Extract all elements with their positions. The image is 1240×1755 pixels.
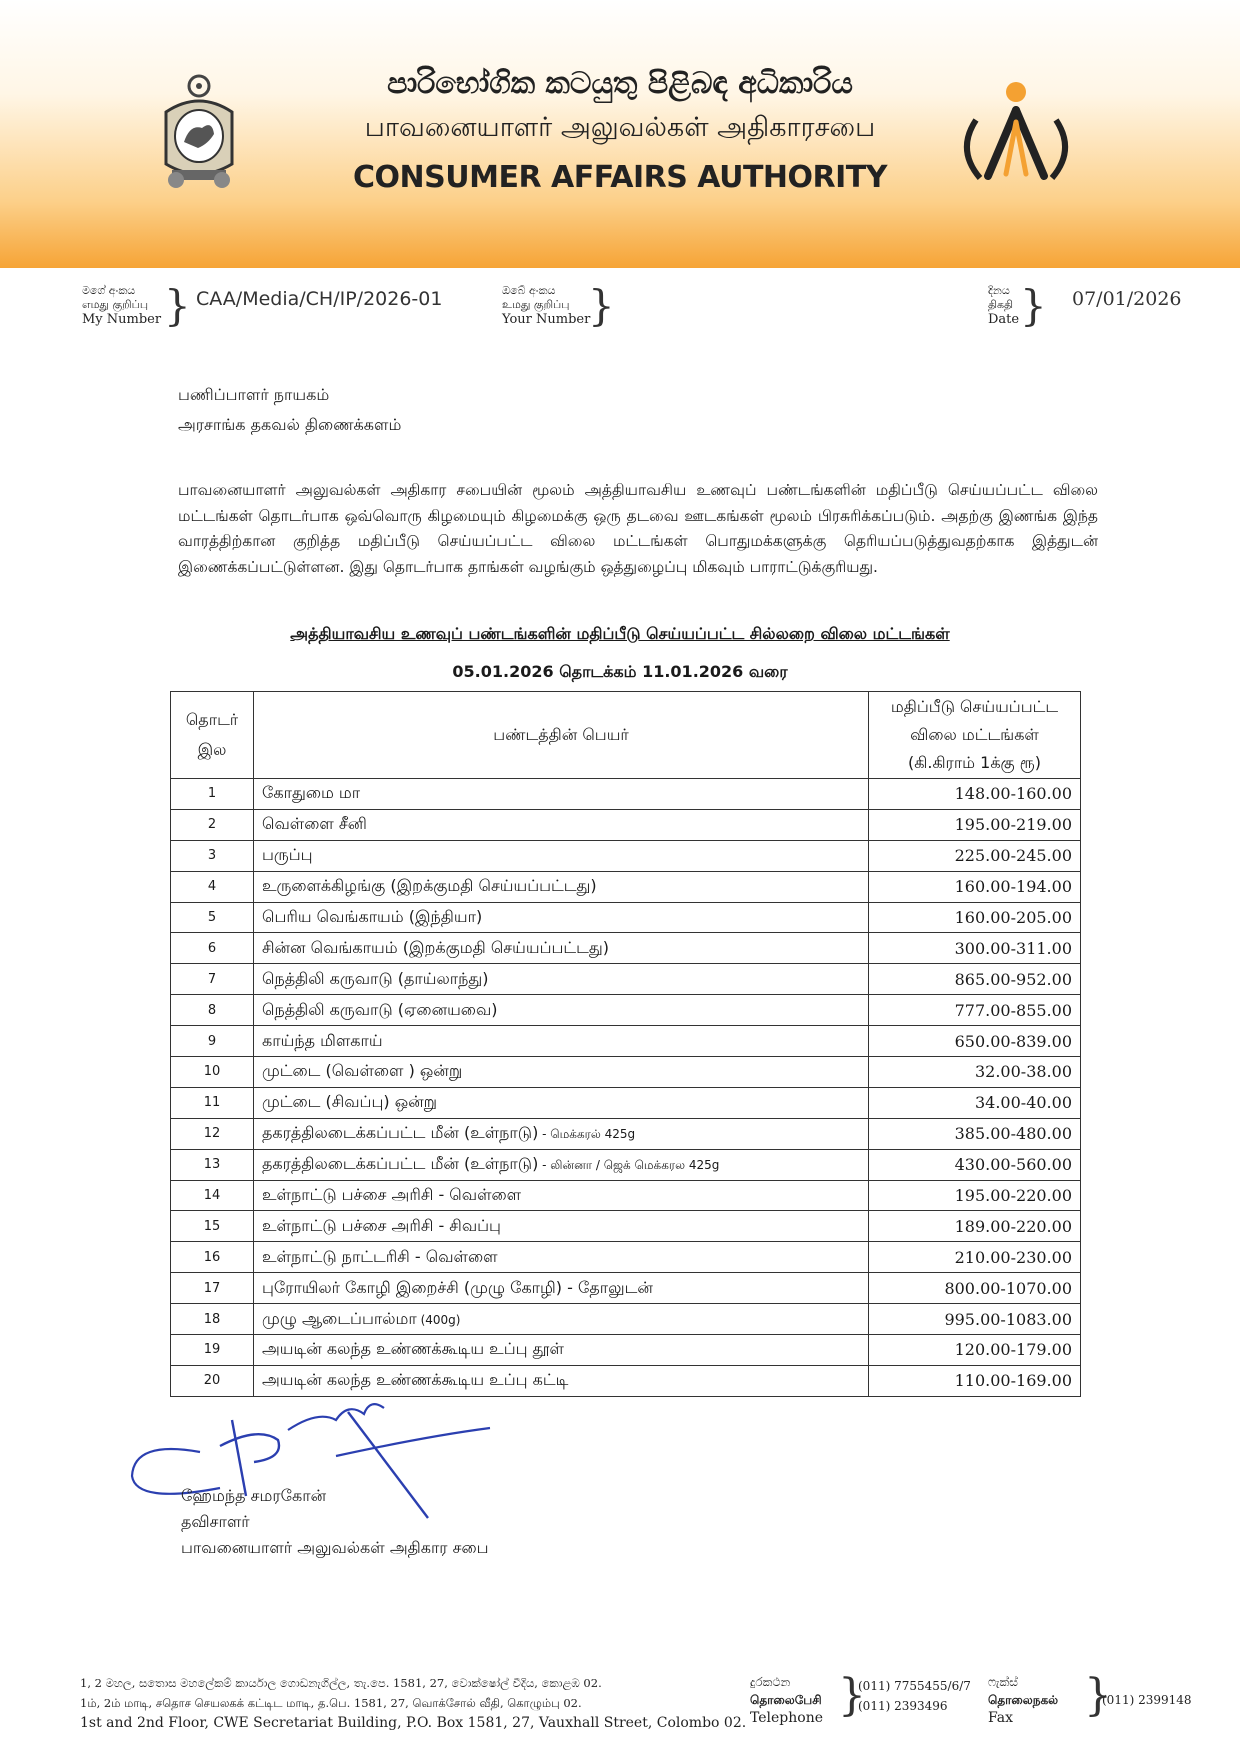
row-number: 16 (171, 1242, 254, 1273)
table-row (171, 1118, 1081, 1149)
row-number: 6 (171, 933, 254, 964)
my-number-value: CAA/Media/CH/IP/2026-01 (196, 288, 443, 310)
item-name-cell (254, 809, 869, 840)
price-range: 195.00-220.00 (869, 1180, 1081, 1211)
table-row (171, 1180, 1081, 1211)
row-number: 15 (171, 1211, 254, 1242)
letterhead (0, 0, 1240, 268)
item-name-cell (254, 1087, 869, 1118)
item-note: (400g) (416, 1312, 461, 1327)
item-name-cell (254, 1180, 869, 1211)
item-name: பெரிய வெங்காயம் (இந்தியா) (262, 907, 483, 926)
row-number: 9 (171, 1026, 254, 1057)
item-name-cell (254, 1057, 869, 1088)
row-number: 14 (171, 1180, 254, 1211)
table-row (171, 933, 1081, 964)
item-name: உள்நாட்டு நாட்டரிசி - வெள்ளை (262, 1246, 498, 1266)
brace: } (164, 281, 191, 330)
footer-address: 1, 2 මහල, සතොස මහලේකම් කාර්යාල ගොඩනැගිල්ල, තැ.පෙ. 1581, 27, වොක්ෂෝල් වීදිය, කොළඹ 02. 1ம், 2ம் மாடி, சதொச செயலகக் கட்டிட மாடி, த.பெ. 1581, 27, வொக்சோல் வீதி, கொழும்பு 02. 1st and 2nd Floor, CWE Secretariat Building, P.O. Box 1581, 27, Vauxhall Street, Colombo 02. (80, 1676, 747, 1731)
price-range: 34.00-40.00 (869, 1087, 1081, 1118)
table-row (171, 1211, 1081, 1242)
price-range: 430.00-560.00 (869, 1149, 1081, 1180)
price-table-body (171, 779, 1081, 1397)
price-range: 120.00-179.00 (869, 1335, 1081, 1366)
column-header-price: மதிப்பீடு செய்யப்பட்ட விலை மட்டங்கள் (கி.கிராம் 1க்கு ரூ) (869, 692, 1081, 779)
item-name-cell (254, 1211, 869, 1242)
item-name-cell (254, 1365, 869, 1396)
price-range: 995.00-1083.00 (869, 1304, 1081, 1335)
table-row (171, 964, 1081, 995)
table-title: அத்தியாவசிய உணவுப் பண்டங்களின் மதிப்பீடு செய்யப்பட்ட சில்லறை விலை மட்டங்கள் (290, 624, 950, 643)
row-number: 20 (171, 1365, 254, 1396)
item-name: புரோயிலர் கோழி இறைச்சி (முழு கோழி) - தோலுடன் (262, 1277, 653, 1297)
table-row (171, 1335, 1081, 1366)
table-row (171, 1149, 1081, 1180)
brace: } (838, 1670, 866, 1721)
row-number: 12 (171, 1118, 254, 1149)
row-number: 2 (171, 809, 254, 840)
my-number-label: මගේ අංකය எமது குறிப்பு My Number (82, 284, 162, 327)
item-name-cell (254, 1118, 869, 1149)
price-range: 385.00-480.00 (869, 1118, 1081, 1149)
row-number: 7 (171, 964, 254, 995)
authority-title-tamil: பாவனையாளர் அலுவல்கள் அதிகாரசபை (364, 112, 876, 143)
item-name: நெத்திலி கருவாடு (தாய்லாந்து) (262, 968, 489, 988)
item-name: உள்நாட்டு பச்சை அரிசி - சிவப்பு (262, 1215, 501, 1235)
footer-fax-number: (011) 2399148 (1102, 1693, 1192, 1707)
item-name: பருப்பு (262, 845, 313, 865)
item-name-cell (254, 964, 869, 995)
item-name: முட்டை (வெள்ளை ) ஒன்று (262, 1061, 463, 1081)
table-row (171, 779, 1081, 810)
item-name-cell (254, 933, 869, 964)
item-note: - லின்னா / ஜெக் மெக்கரல 425g (538, 1158, 720, 1173)
price-range: 110.00-169.00 (869, 1365, 1081, 1396)
table-row (171, 1242, 1081, 1273)
table-row (171, 995, 1081, 1026)
authority-title-sinhala: පාරිභෝගික කටයුතු පිළිබඳ අධිකාරිය (387, 66, 853, 101)
table-subtitle: 05.01.2026 தொடக்கம் 11.01.2026 வரை (452, 662, 788, 681)
price-range: 148.00-160.00 (869, 779, 1081, 810)
price-range: 225.00-245.00 (869, 840, 1081, 871)
row-number: 18 (171, 1304, 254, 1335)
price-range: 189.00-220.00 (869, 1211, 1081, 1242)
table-row (171, 1026, 1081, 1057)
item-name-cell (254, 1273, 869, 1304)
brace: } (1084, 1670, 1112, 1721)
signature-icon (128, 1400, 508, 1530)
item-name-cell (254, 840, 869, 871)
date-label: දිනය திகதி Date (988, 284, 1020, 327)
column-header-no: தொடர் இல (171, 692, 254, 779)
row-number: 19 (171, 1335, 254, 1366)
price-range: 210.00-230.00 (869, 1242, 1081, 1273)
caa-logo-icon (948, 78, 1084, 182)
table-row (171, 1365, 1081, 1396)
item-name: அயடின் கலந்த உண்ணக்கூடிய உப்பு தூள் (262, 1339, 564, 1359)
table-row (171, 902, 1081, 933)
date-value: 07/01/2026 (1072, 288, 1182, 310)
item-name: வெள்ளை சீனி (262, 814, 367, 834)
item-name-cell (254, 1149, 869, 1180)
footer-fax-label: ෆැක්ස් தொலைநகல் Fax (988, 1675, 1059, 1726)
table-row (171, 1273, 1081, 1304)
item-name-cell (254, 779, 869, 810)
item-name: அயடின் கலந்த உண்ணக்கூடிய உப்பு கட்டி (262, 1370, 569, 1390)
price-range: 650.00-839.00 (869, 1026, 1081, 1057)
item-name: உருளைக்கிழங்கு (இறக்குமதி செய்யப்பட்டது) (262, 876, 597, 896)
authority-title-english: CONSUMER AFFAIRS AUTHORITY (353, 160, 887, 195)
price-range: 300.00-311.00 (869, 933, 1081, 964)
addressee-line2: அரசாங்க தகவல் திணைக்களம் (178, 415, 402, 434)
signatory-title: தவிசாளர் (181, 1512, 250, 1531)
brace: } (1020, 281, 1047, 330)
item-name: நெத்திலி கருவாடு (ஏனையவை) (262, 999, 498, 1019)
item-name-cell (254, 1026, 869, 1057)
item-name-cell (254, 1335, 869, 1366)
row-number: 11 (171, 1087, 254, 1118)
row-number: 3 (171, 840, 254, 871)
item-name: காய்ந்த மிளகாய் (262, 1030, 383, 1050)
your-number-label: ඔබේ අංකය உமது குறிப்பு Your Number (502, 284, 591, 327)
item-name: உள்நாட்டு பச்சை அரிசி - வெள்ளை (262, 1185, 522, 1205)
brace: } (588, 281, 615, 330)
body-paragraph: பாவனையாளர் அலுவல்கள் அதிகார சபையின் மூலம் அத்தியாவசிய உணவுப் பண்டங்களின் மதிப்பீடு செய்யப்பட்ட விலை மட்டங்கள் தொடர்பாக ஒவ்வொரு கிழமையும் கிழமைக்கு ஒரு தடவை ஊடகங்கள் மூலம் பிரசுரிக்கப்படும். அதற்கு இணங்க இந்த வாரத்திற்கான குறித்த மதிப்பீடு செய்யப்பட்ட விலை மட்டங்கள் பொதுமக்களுக்கு தெரியப்படுத்துவதற்காக இத்துடன் இணைக்கப்பட்டுள்ளன. இது தொடர்பாக தாங்கள் வழங்கும் ஒத்துழைப்பு மிகவும் பாராட்டுக்குரியது. (178, 481, 1098, 576)
price-range: 160.00-205.00 (869, 902, 1081, 933)
table-row (171, 1087, 1081, 1118)
item-note: - மெக்கரல் 425g (538, 1127, 636, 1142)
row-number: 10 (171, 1057, 254, 1088)
table-header-row (171, 692, 1081, 779)
signatory-name: ஹேமந்த சமரகோன் (181, 1486, 327, 1505)
table-row (171, 871, 1081, 902)
item-name-cell (254, 871, 869, 902)
table-row (171, 840, 1081, 871)
table-row (171, 1304, 1081, 1335)
row-number: 17 (171, 1273, 254, 1304)
item-name-cell (254, 902, 869, 933)
item-name: தகரத்திலடைக்கப்பட்ட மீன் (உள்நாடு) (262, 1123, 539, 1143)
price-range: 160.00-194.00 (869, 871, 1081, 902)
addressee-line1: பணிப்பாளர் நாயகம் (178, 385, 330, 404)
item-name: சின்ன வெங்காயம் (இறக்குமதி செய்யப்பட்டது) (262, 937, 609, 957)
row-number: 8 (171, 995, 254, 1026)
signatory-organization: பாவனையாளர் அலுவல்கள் அதிகார சபை (181, 1538, 489, 1557)
row-number: 13 (171, 1149, 254, 1180)
table-row (171, 809, 1081, 840)
price-range: 777.00-855.00 (869, 995, 1081, 1026)
item-name: தகரத்திலடைக்கப்பட்ட மீன் (உள்நாடு) (262, 1154, 539, 1174)
item-name: கோதுமை மா (262, 783, 361, 803)
price-range: 800.00-1070.00 (869, 1273, 1081, 1304)
price-range: 195.00-219.00 (869, 809, 1081, 840)
item-name: முழு ஆடைப்பால்மா (262, 1308, 417, 1328)
item-name-cell (254, 1304, 869, 1335)
footer-telephone-label: දුරකථන தொலைபேசி Telephone (750, 1675, 824, 1726)
column-header-name: பண்டத்தின் பெயர் (254, 692, 869, 779)
row-number: 4 (171, 871, 254, 902)
price-range: 865.00-952.00 (869, 964, 1081, 995)
price-table (170, 691, 1081, 1397)
table-row (171, 1057, 1081, 1088)
item-name: முட்டை (சிவப்பு) ஒன்று (262, 1092, 437, 1112)
footer-telephone-numbers: (011) 7755455/6/7 (011) 2393496 (858, 1679, 971, 1713)
item-name-cell (254, 1242, 869, 1273)
row-number: 5 (171, 902, 254, 933)
row-number: 1 (171, 779, 254, 810)
item-name-cell (254, 995, 869, 1026)
price-range: 32.00-38.00 (869, 1057, 1081, 1088)
